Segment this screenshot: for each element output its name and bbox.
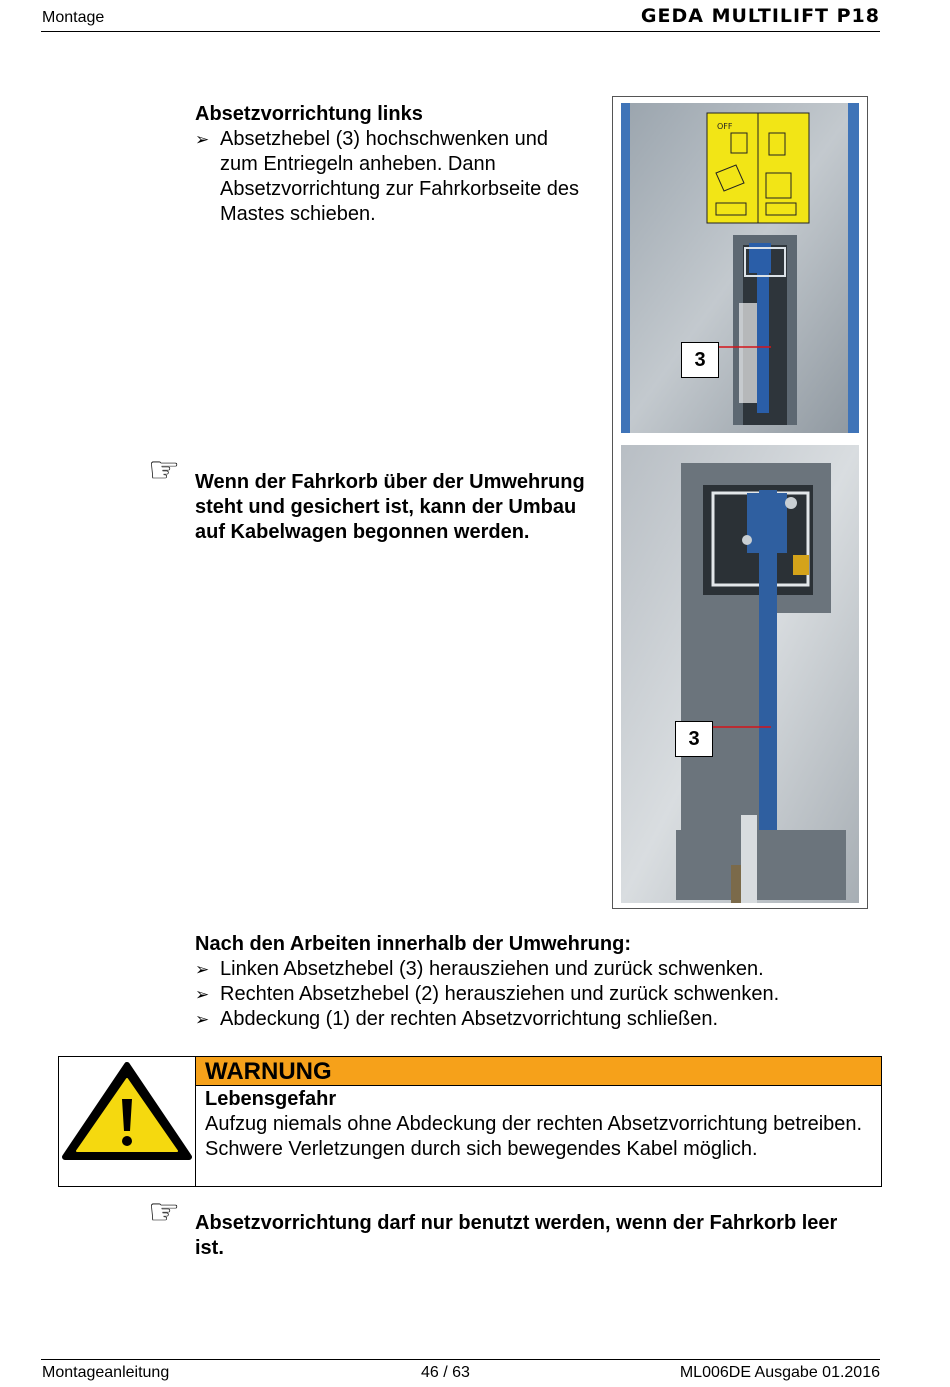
lever-photo-top-graphic bbox=[621, 103, 859, 433]
warning-triangle-icon bbox=[59, 1057, 195, 1186]
instruction-item bbox=[195, 127, 580, 227]
arrow-bullet-icon: ➢ bbox=[195, 130, 210, 149]
instruction-list bbox=[195, 127, 595, 227]
pointing-hand-icon: ☞ bbox=[148, 449, 181, 490]
part-label-3: 3 bbox=[681, 342, 719, 378]
section-heading: Absetzvorrichtung links bbox=[195, 103, 423, 125]
instruction-item bbox=[195, 1007, 875, 1032]
instruction-text: Linken Absetzhebel (3) herausziehen und zurück schwenken. bbox=[220, 958, 764, 980]
header-rule bbox=[41, 31, 880, 32]
photo-frame bbox=[612, 96, 868, 909]
footer-edition: ML006DE Ausgabe 01.2016 bbox=[679, 1364, 880, 1381]
photo-lever-bottom bbox=[621, 445, 859, 903]
warning-body: Aufzug niemals ohne Abdeckung der rechten Absetzvorrichtung betreiben. Schwere Verletzungen durch sich bewegendes Kabel möglich. bbox=[205, 1113, 863, 1160]
photo-lever-top bbox=[621, 103, 859, 433]
part-label-3: 3 bbox=[675, 721, 713, 757]
note-text: Wenn der Fahrkorb über der Umwehrung steht und gesichert ist, kann der Umbau auf Kabelwagen begonnen werden. bbox=[195, 471, 585, 543]
warning-signal-word: WARNUNG bbox=[196, 1057, 881, 1086]
note-text: Absetzvorrichtung darf nur benutzt werden, wenn der Fahrkorb leer ist. bbox=[195, 1212, 838, 1259]
header-product-logo: GEDA MULTILIFT P18 bbox=[640, 5, 880, 27]
sticker-text: OFF bbox=[717, 122, 733, 131]
instruction-item bbox=[195, 982, 875, 1007]
instruction-item bbox=[195, 957, 875, 982]
warning-box bbox=[58, 1056, 882, 1187]
footer-rule bbox=[41, 1359, 880, 1360]
section-left-device bbox=[195, 102, 595, 227]
footer-page-number: 46 / 63 bbox=[421, 1364, 470, 1381]
arrow-bullet-icon: ➢ bbox=[195, 960, 210, 979]
warning-title: Lebensgefahr bbox=[205, 1088, 337, 1110]
header-section-title: Montage bbox=[42, 9, 105, 26]
footer-document: Montageanleitung bbox=[42, 1364, 170, 1381]
instruction-list bbox=[195, 957, 875, 1032]
instruction-text: Rechten Absetzhebel (2) herausziehen und zurück schwenken. bbox=[220, 983, 780, 1005]
arrow-bullet-icon: ➢ bbox=[195, 1010, 210, 1029]
instruction-text: Absetzhebel (3) hochschwenken und zum Entriegeln anheben. Dann Absetzvorrichtung zur Fahrkorbseite des Mastes schieben. bbox=[220, 128, 580, 225]
arrow-bullet-icon: ➢ bbox=[195, 985, 210, 1004]
lever-photo-bottom-graphic bbox=[621, 445, 859, 903]
section-after-work bbox=[195, 932, 875, 1032]
instruction-text: Abdeckung (1) der rechten Absetzvorrichtung schließen. bbox=[220, 1008, 719, 1030]
section-heading: Nach den Arbeiten innerhalb der Umwehrung: bbox=[195, 933, 631, 955]
pointing-hand-icon: ☞ bbox=[148, 1191, 181, 1232]
warning-icon-cell bbox=[59, 1057, 196, 1186]
